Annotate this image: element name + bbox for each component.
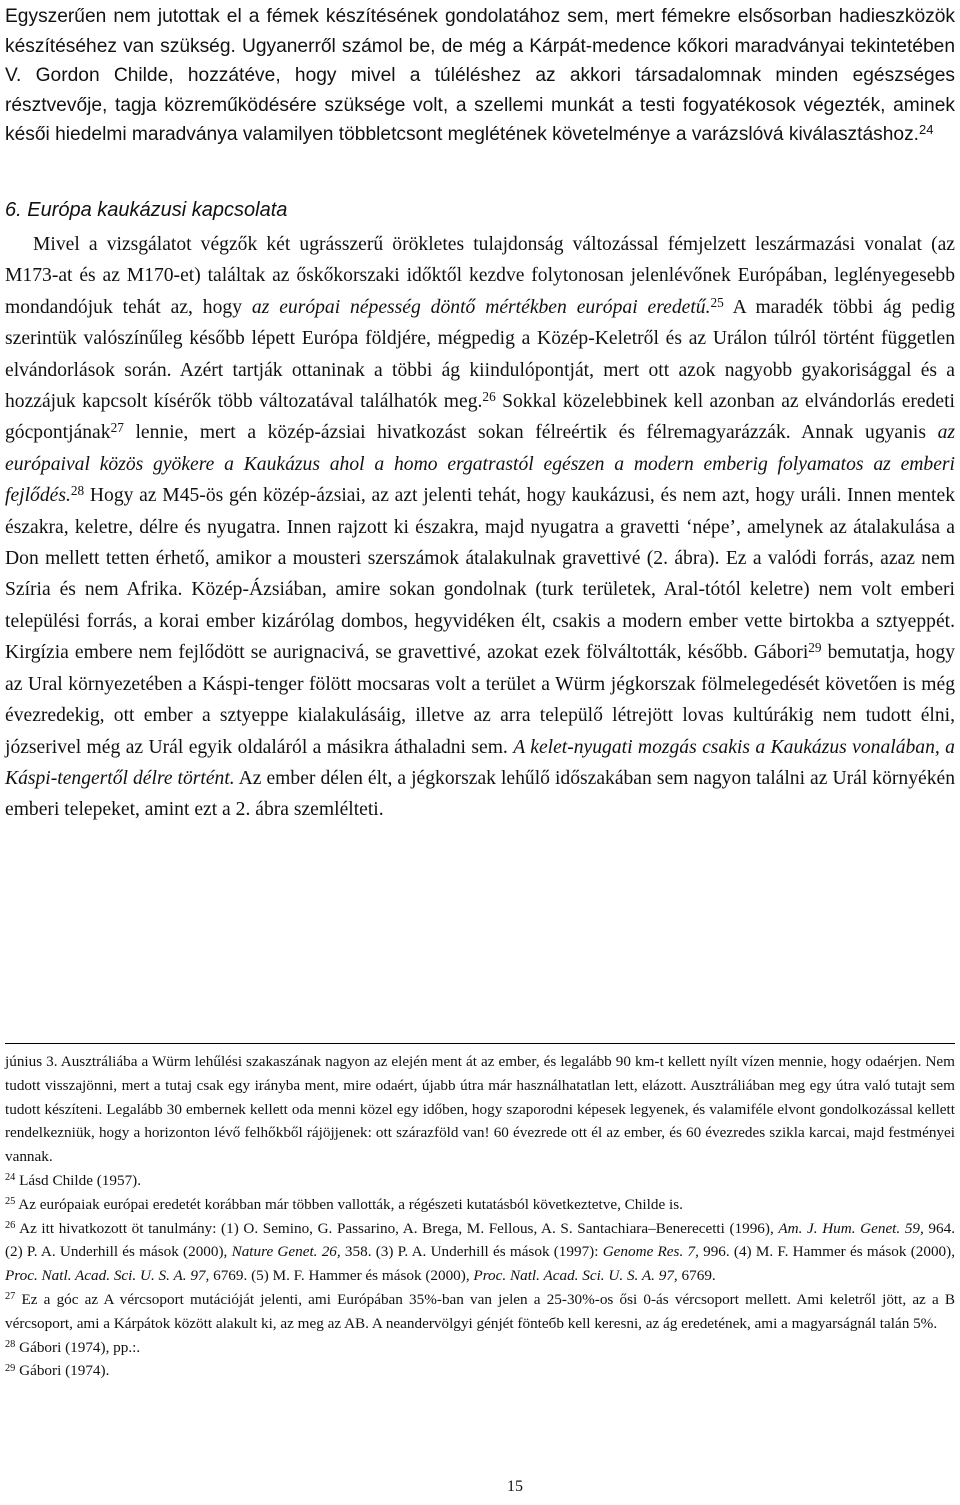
emphasis-text: az európai népesség döntő mértékben európai eredetű. (251, 296, 711, 318)
footnote-ref-26[interactable]: 26 (482, 389, 496, 405)
footnote-26: $^{26}$ Az itt hivatkozott öt tanulmány: (1) O. Semino, G. Passarino, A. Brega, M. Fellous, A. S. Santachiara–Benerecetti (1996), Am. J. Hum. Genet. 59, 964. (2) P. A. Underhill és mások (2000), Nature Genet. 26, 358. (3) P. A. Underhill és mások (1997): Genome Res. 7, 996. (4) M. F. Hammer és mások (2000), Proc. Natl. Acad. Sci. U. S. A. 97, 6769. (5) M. F. Hammer és mások (2000), Proc. Natl. Acad. Sci. U. S. A. 97, 6769. (5, 1219, 956, 1285)
footnote-24: $^{24}$ Lásd Childe (1957). (5, 1171, 142, 1189)
footnote-29: $^{29}$ Gábori (1974). (5, 1362, 110, 1380)
page-number: 15 (507, 1478, 523, 1495)
footnote-separator (5, 1043, 955, 1044)
footnote-ref-27[interactable]: 27 (110, 420, 124, 436)
intro-paragraph: Egyszerűen nem jutottak el a fémek készítésének gondolatához sem, mert fémekre elsősorban hadieszközök készítéséhez van szükség. Ugyanerről számol be, de még a Kárpát-medence kőkori maradványai tekintetében V. Gordon Childe, hozzátéve, hogy mivel a túléléshez az akkori társadalomnak minden egészséges résztvevője, tagja közreműködésére szüksége volt, a szellemi munkát a testi fogyatékosok végezték, aminek késői hiedelmi maradványa valamilyen többletcsont meglétének követelménye a varázslóvá kiválasztáshoz.$^{24}$ (5, 6, 955, 145)
footnote-28: $^{28}$ Gábori (1974), pp.:. (5, 1338, 141, 1356)
footnote-ref-25[interactable]: 25 (710, 294, 724, 310)
footnote-ref-29[interactable]: 29 (808, 640, 822, 656)
section-heading: 6. Európa kaukázusi kapcsolata (5, 199, 288, 221)
footnotes (5, 1050, 955, 1383)
footnote-ref-28[interactable]: 28 (70, 483, 85, 499)
footnote-27: $^{27}$ Ez a góc az A vércsoport mutációját jelenti, ami Európában 35%-ban van jelen a 25-30%-os ősi 0-ás vércsoport mellett. Ami keletről jött, az a B vércsoport, ami a Kárpátok között alakult ki, az meg az AB. A neandervölgyi génjét fönteбb kell keresni, az ág eredetének, ami a magyarságnál talán 5%. (5, 1290, 955, 1332)
footnote-ref-24[interactable]: 24 (919, 122, 934, 138)
footnote-25: $^{25}$ Az európaiak európai eredetét korábban már többen vallották, a régészeti kutatásból következtetve, Childe is. (5, 1195, 683, 1213)
emphasis-text: A kelet-nyugati mozgás csakis a Kaukázus vonalában, a Káspi-tengertől délre történt. (5, 736, 955, 789)
footnote-continuation: június 3. Ausztráliába a Würm lehűlési szakaszának nagyon az elején ment át az ember, és legalább 90 km-t kellett nyílt vízen mennie, hogy odaérjen. Nem tudott visszajönni, mert a tutaj csak egy irányba ment, mire odaért, újabb útra már használhatatlan lett, elázott. Ausztráliában meg egy útra való tutajt sem tudott készíteni. Legalább 30 embernek kellett oda menni közel egy időben, hogy szaporodni képesek legyenek, és valamiféle elvont gondolkozással kellett rendelkezniük, hogy a horizonton lévő felhőkből rájöjjenek: ott szárazföld van! 60 évezrede ott él az ember, és 60 évezredes szikla karcai, majd festményei vannak. (5, 1053, 955, 1166)
emphasis-text: az európaival közös gyökere a Kaukázus ahol a homo ergatrastól egészen a modern emberig folyamatos az emberi fejlődés. (5, 422, 955, 507)
body-paragraph: Mivel a vizsgálatot végzők két ugrásszerű örökletes tulajdonság változással fémjelzett leszármazási vonalat (az M173-at és az M170-et) találtak az őskőkorszaki időktől kezdve folytonosan jelenlévőnek Európában, leglényegesebb mondandójuk tehát az, hogy az európai népesség döntő mértékben európai eredetű.$^{25}$ A maradék többi ág pedig szerintük valószínűleg később lépett Európa földjére, mégpedig a Közép-Keletről és az Urálon túlról történt független elvándorlások során. Azért tartják ottaninak a többi ág kiindulópontját, mert ott azok nagyobb gyakorisággal és a hozzájuk kapcsolt kísérők több változatával találhatók meg.$^{26}$ Sokkal közelebbinek kell azonban az elvándorlás eredeti gócpontjának$^{27}$ lennie, mert a közép-ázsiai hivatkozást sokan félreértik és félremagyarázzák. Annak ugyanis az európaival közös gyökere a Kaukázus ahol a homo ergatrastól egészen a modern emberig folyamatos az emberi fejlődés.$^{28}$ Hogy az M45-ös gén közép-ázsiai, az azt jelenti tehát, hogy kaukázusi, és nem azt, hogy uráli. Innen mentek északra, keletre, délre és nyugatra. Innen rajzott ki északra, majd nyugatra a gravetti ‘népe’, amelynek az átalakulása a Don mellett tetten érhető, amikor a mousteri szerszámok átalakulnak gravettivé (2. ábra). Ez a valódi forrás, azaz nem Szíria és nem Afrika. Közép-Ázsiában, amire sokan gondolnak (turk területek, Aral-tótól keletre) nem volt emberi települési forrás, a korai ember kizárólag dombos, hegyvidéken élt, csakis a modern ember vette birtokba a sztyeppét. Kirgízia embere nem fejlődött se aurignacivá, se gravettivé, azokat ezek fölváltották, később. Gábori$^{29}$ bemutatja, hogy az Ural környezetében a Káspi-tenger fölött mocsaras volt a terület a Würm jégkorszak fölmelegedését követően is még évezredekig, ott ember a sztyeppe kialakulásáig, illetve az arra települő létrejött lovas kultúrákig nem tudott élni, józserivel még az Urál egyik oldaláról a másikra áthaladni sem. A kelet-nyugati mozgás csakis a Kaukázus vonalában, a Káspi-tengertől délre történt. Az ember délen élt, a jégkorszak lehűlő időszakában sem nagyon találni az Urál környékén emberi telepeket, amint ezt a 2. ábra szemlélteti. (5, 234, 955, 821)
